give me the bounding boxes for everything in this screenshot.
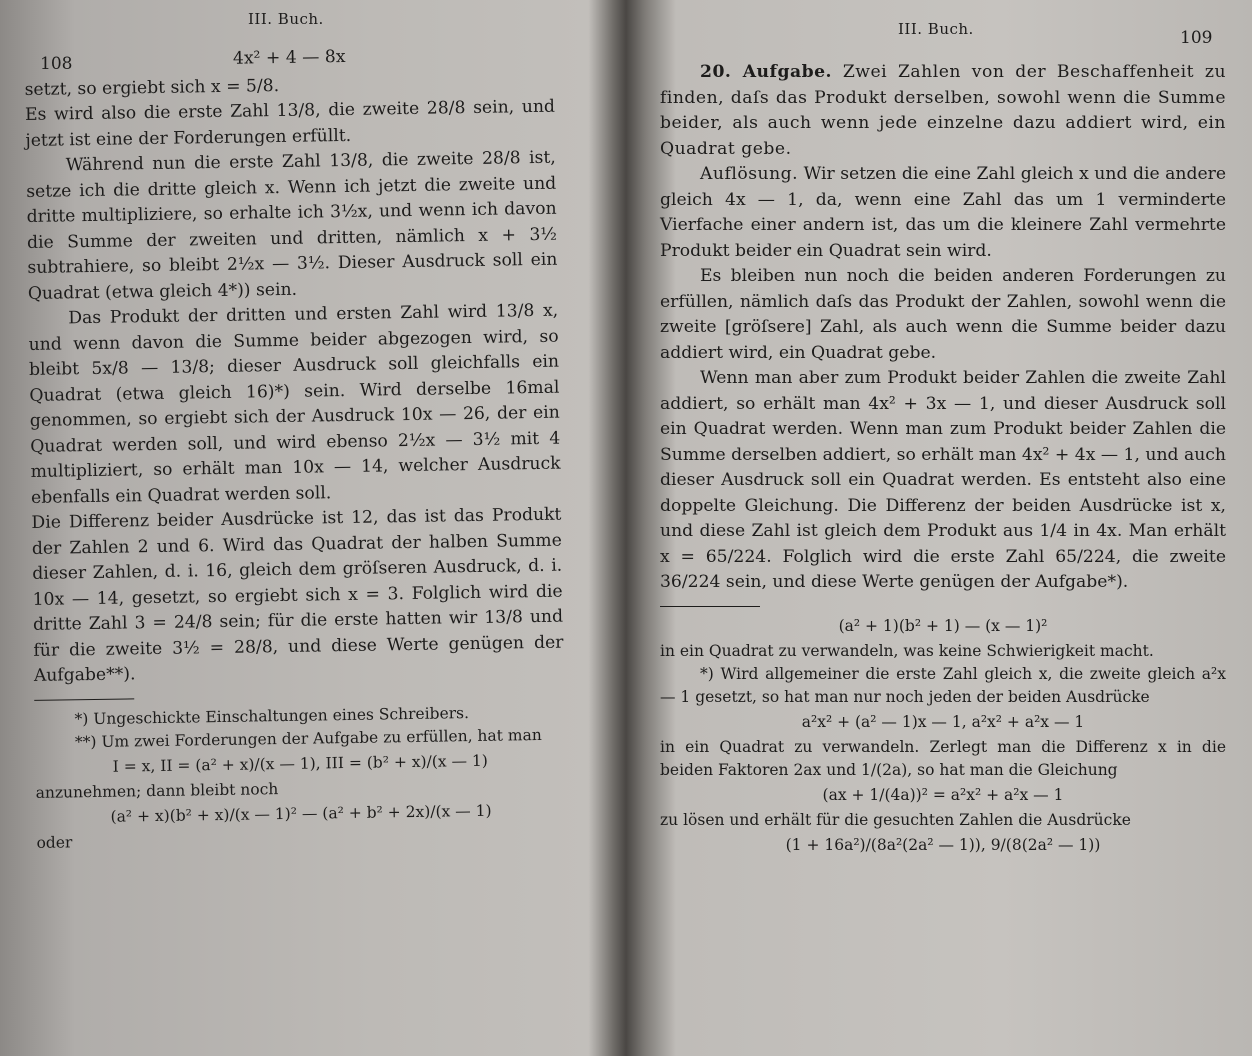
footnote: **) Um zwei Forderungen der Aufgabe zu erfüllen, hat man (74, 725, 542, 751)
solution-text: Wir setzen die eine Zahl gleich x und die andere gleich 4x — 1, da, wenn eine Zahl das um 1 verminderte Vierfache einer andern ist, das um die kleinere Zahl vermehrte Produkt beider ein Quadrat sein wird. (660, 164, 1227, 261)
footnote: in ein Quadrat zu verwandeln, was keine Schwierigkeit macht. (660, 641, 1154, 660)
footnote: oder (36, 832, 73, 852)
formula: 4x² + 4 — 8x (232, 46, 346, 69)
task-label: 20. Aufgabe. (700, 62, 833, 82)
right-body (660, 60, 1226, 859)
task-paragraph (660, 60, 1226, 162)
footnote: anzunehmen; dann bleibt noch (35, 779, 279, 802)
formula: (ax + 1/(4a))² = a²x² + a²x — 1 (822, 785, 1064, 804)
footnote: *) Ungeschickte Einschaltungen eines Schreibers. (74, 703, 470, 728)
formula: a²x² + (a² — 1)x — 1, a²x² + a²x — 1 (801, 712, 1085, 731)
left-body (24, 40, 567, 855)
paragraph: Während nun die erste Zahl 13/8, die zweite 28/8 ist, setze ich die dritte gleich x. Wenn ich jetzt die zweite und dritte multipliziere, so erhalte ich 3½x, und wenn ich davon die Summe der zweiten und dritten, nämlich x + 3½ subtrahiere, so bleibt 2½x — 3½. Dieser Ausdruck soll ein Quadrat (etwa gleich 4*)) sein. (26, 147, 558, 304)
formula: (a² + 1)(b² + 1) — (x — 1)² (838, 616, 1048, 635)
footnote-rule (660, 606, 760, 607)
footnote: zu lösen und erhält für die gesuchten Zahlen die Ausdrücke (660, 810, 1131, 829)
formula: (a² + x)(b² + x)/(x — 1)² — (a² + b² + 2x)/(x — 1) (110, 801, 492, 826)
paragraph: Wenn man aber zum Produkt beider Zahlen die zweite Zahl addiert, so erhält man 4x² + 3x — 1, und dieser Ausdruck soll ein Quadrat werden. Wenn man zum Produkt beider Zahlen die Summe derselben addiert, so erhält man 4x² + 4x — 1, und auch dieser Ausdruck soll ein Quadrat werden. Es entsteht also eine doppelte Gleichung. Die Differenz der beiden Ausdrücke ist x, und diese Zahl ist gleich dem Produkt aus 1/4 in 4x. Man erhält x = 65/224. Folglich wird die erste Zahl 65/224, die zweite 36/224 sein, und diese Werte genügen der Aufgabe*). (660, 368, 1226, 592)
paragraph: setzt, so ergiebt sich x = 5/8. (24, 75, 280, 100)
running-head: III. Buch. (248, 10, 324, 28)
paragraph: Es bleiben nun noch die beiden anderen Forderungen zu erfüllen, nämlich daſs das Produkt der Zahlen, sowohl wenn die zweite [gröſsere] Zahl, als auch wenn die Summe beider dazu addiert wird, ein Quadrat gebe. (660, 266, 1226, 363)
page-number: 108 (40, 54, 73, 74)
paragraph: Es wird also die erste Zahl 13/8, die zweite 28/8 sein, und jetzt ist eine der Forderungen erfüllt. (24, 96, 556, 151)
paragraph: Die Differenz beider Ausdrücke ist 12, das ist das Produkt der Zahlen 2 und 6. Wird das Quadrat der halben Summe dieser Zahlen, d. i. 16, gleich dem gröſseren Ausdruck, d. i. 10x — 14, gesetzt, so ergiebt sich x = 3. Folglich wird die dritte Zahl 3 = 24/8 sein; für die erste hatten wir 13/8 und für die zweite 3½ = 28/8, und diese Werte genügen der Aufgabe**). (31, 504, 564, 686)
formula: (1 + 16a²)/(8a²(2a² — 1)), 9/(8(2a² — 1)) (785, 835, 1101, 854)
solution-paragraph (660, 162, 1226, 264)
footnote: *) Wird allgemeiner die erste Zahl gleich x, die zweite gleich a²x — 1 gesetzt, so hat man nur noch jeden der beiden Ausdrücke (660, 664, 1226, 706)
right-page (640, 0, 1252, 1056)
running-head: III. Buch. (898, 20, 974, 38)
formula: I = x, II = (a² + x)/(x — 1), III = (b² + x)/(x — 1) (112, 751, 488, 776)
task-text: Zwei Zahlen von der Beschaffenheit zu finden, daſs das Produkt derselben, sowohl wenn die Summe beider, als auch wenn jede einzelne dazu addiert wird, ein Quadrat gebe. (660, 62, 1227, 159)
page-number: 109 (1180, 28, 1213, 48)
footnote-rule (34, 698, 134, 701)
footnote: in ein Quadrat zu verwandeln. Zerlegt man die Differenz x in die beiden Faktoren 2ax und 1/(2a), so hat man die Gleichung (660, 737, 1226, 779)
solution-label: Auflösung. (700, 164, 799, 184)
paragraph: Das Produkt der dritten und ersten Zahl wird 13/8 x, und wenn davon die Summe beider abgezogen wird, so bleibt 5x/8 — 13/8; dieser Ausdruck soll gleichfalls ein Quadrat (etwa gleich 16)*) sein. Wird derselbe 16mal genommen, so ergiebt sich der Ausdruck 10x — 26, der ein Quadrat werden soll, und wird ebenso 2½x — 3½ mit 4 multipliziert, so erhält man 10x — 14, welcher Ausdruck ebenfalls ein Quadrat werden soll. (28, 300, 561, 508)
left-page (0, 0, 600, 1056)
